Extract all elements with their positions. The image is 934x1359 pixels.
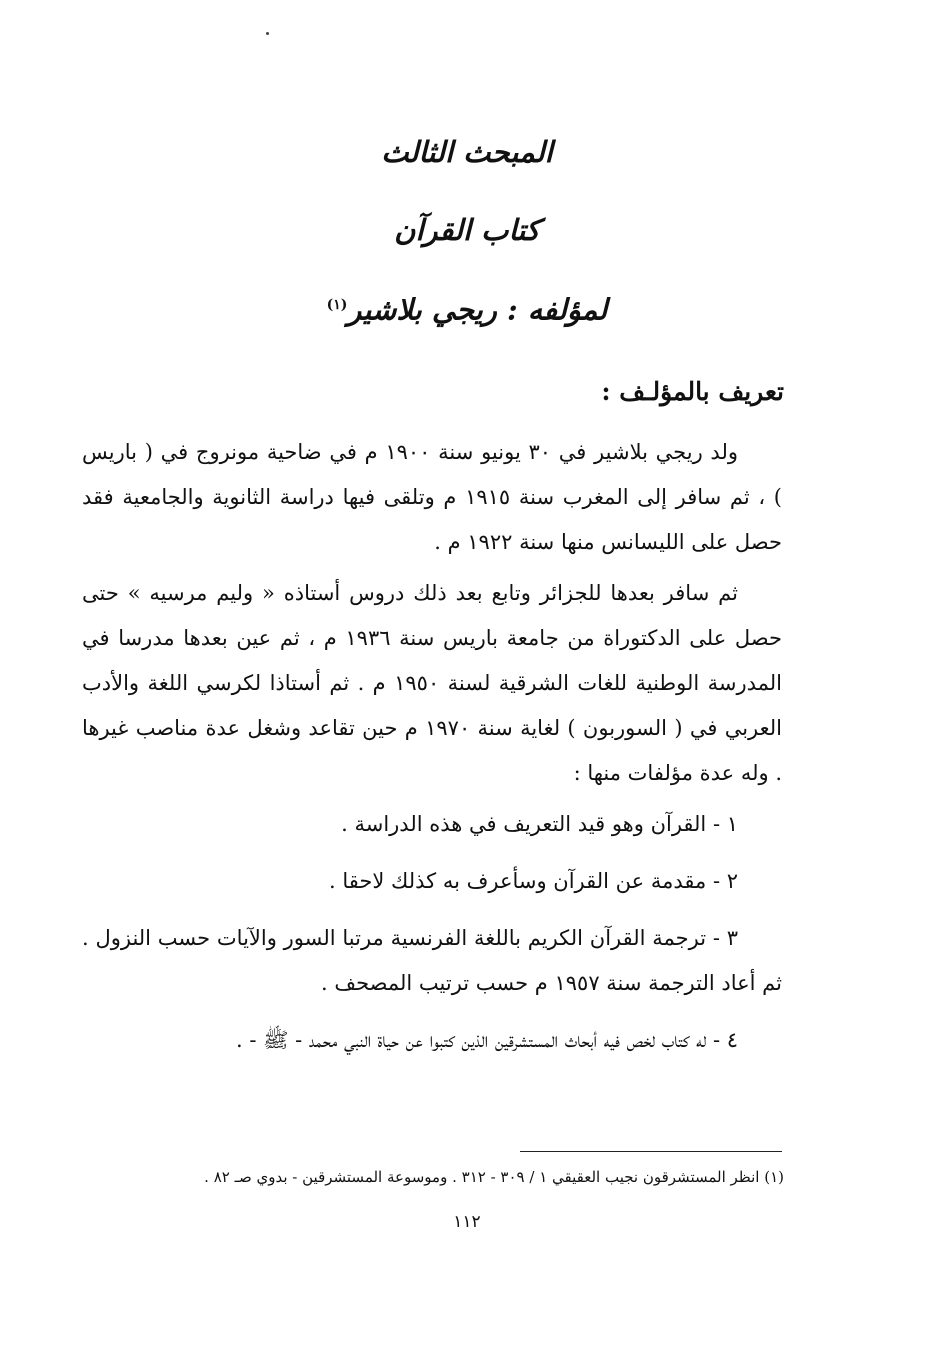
paragraph-birth: ولد ريجي بلاشير في ٣٠ يونيو سنة ١٩٠٠ م في ضاحية مونروج في ( باريس ) ، ثم سافر إلى المغرب سنة ١٩١٥ م وتلقى فيها دراسة الثانوية والجامعية فقد حصل على الليسانس منها سنة ١٩٢٢ م .: [82, 440, 782, 554]
book-title: كتاب القرآن: [394, 213, 540, 247]
works-item-1: ١ - القرآن وهو قيد التعريف في هذه الدراسة .: [341, 812, 738, 836]
page-number: ١١٢: [453, 1212, 481, 1232]
footnote-mark: (١): [326, 297, 348, 313]
footnote-divider: [520, 1151, 782, 1152]
works-item-2: ٢ - مقدمة عن القرآن وسأعرف به كذلك لاحقا .: [329, 869, 738, 893]
author-line: [0, 285, 934, 330]
section-title: تعريف بالمؤلـف :: [601, 377, 784, 406]
body-text: [82, 430, 782, 1075]
works-item-4: ٤ - له كتاب لخص فيه أبحاث المستشرقين الذين كتبوا عن حياة النبي محمد - ﷺ - .: [235, 1028, 738, 1052]
author-name: لمؤلفه : ريجي بلاشير: [347, 292, 608, 327]
chapter-heading: المبحث الثالث: [381, 135, 553, 169]
works-item-3: ٣ - ترجمة القرآن الكريم باللغة الفرنسية مرتبا السور والآيات حسب النزول . ثم أعاد الترجمة سنة ١٩٥٧ م حسب ترتيب المصحف .: [82, 926, 782, 995]
paragraph-career: ثم سافر بعدها للجزائر وتابع بعد ذلك دروس أستاذه « وليم مرسيه » حتى حصل على الدكتوراة من جامعة باريس سنة ١٩٣٦ م ، ثم عين بعدها مدرسا في المدرسة الوطنية للغات الشرقية لسنة ١٩٥٠ م . ثم أستاذا لكرسي اللغة والأدب العربي في ( السوربون ) لغاية سنة ١٩٧٠ م حين تقاعد وشغل عدة مناصب غيرها . وله عدة مؤلفات منها :: [82, 581, 783, 785]
footnote: (١) انظر المستشرقون نجيب العقيقي ١ / ٣٠٩ - ٣١٢ . وموسوعة المستشرقين - بدوي صـ ٨٢ .: [204, 1168, 784, 1186]
scan-speck: [266, 32, 269, 35]
